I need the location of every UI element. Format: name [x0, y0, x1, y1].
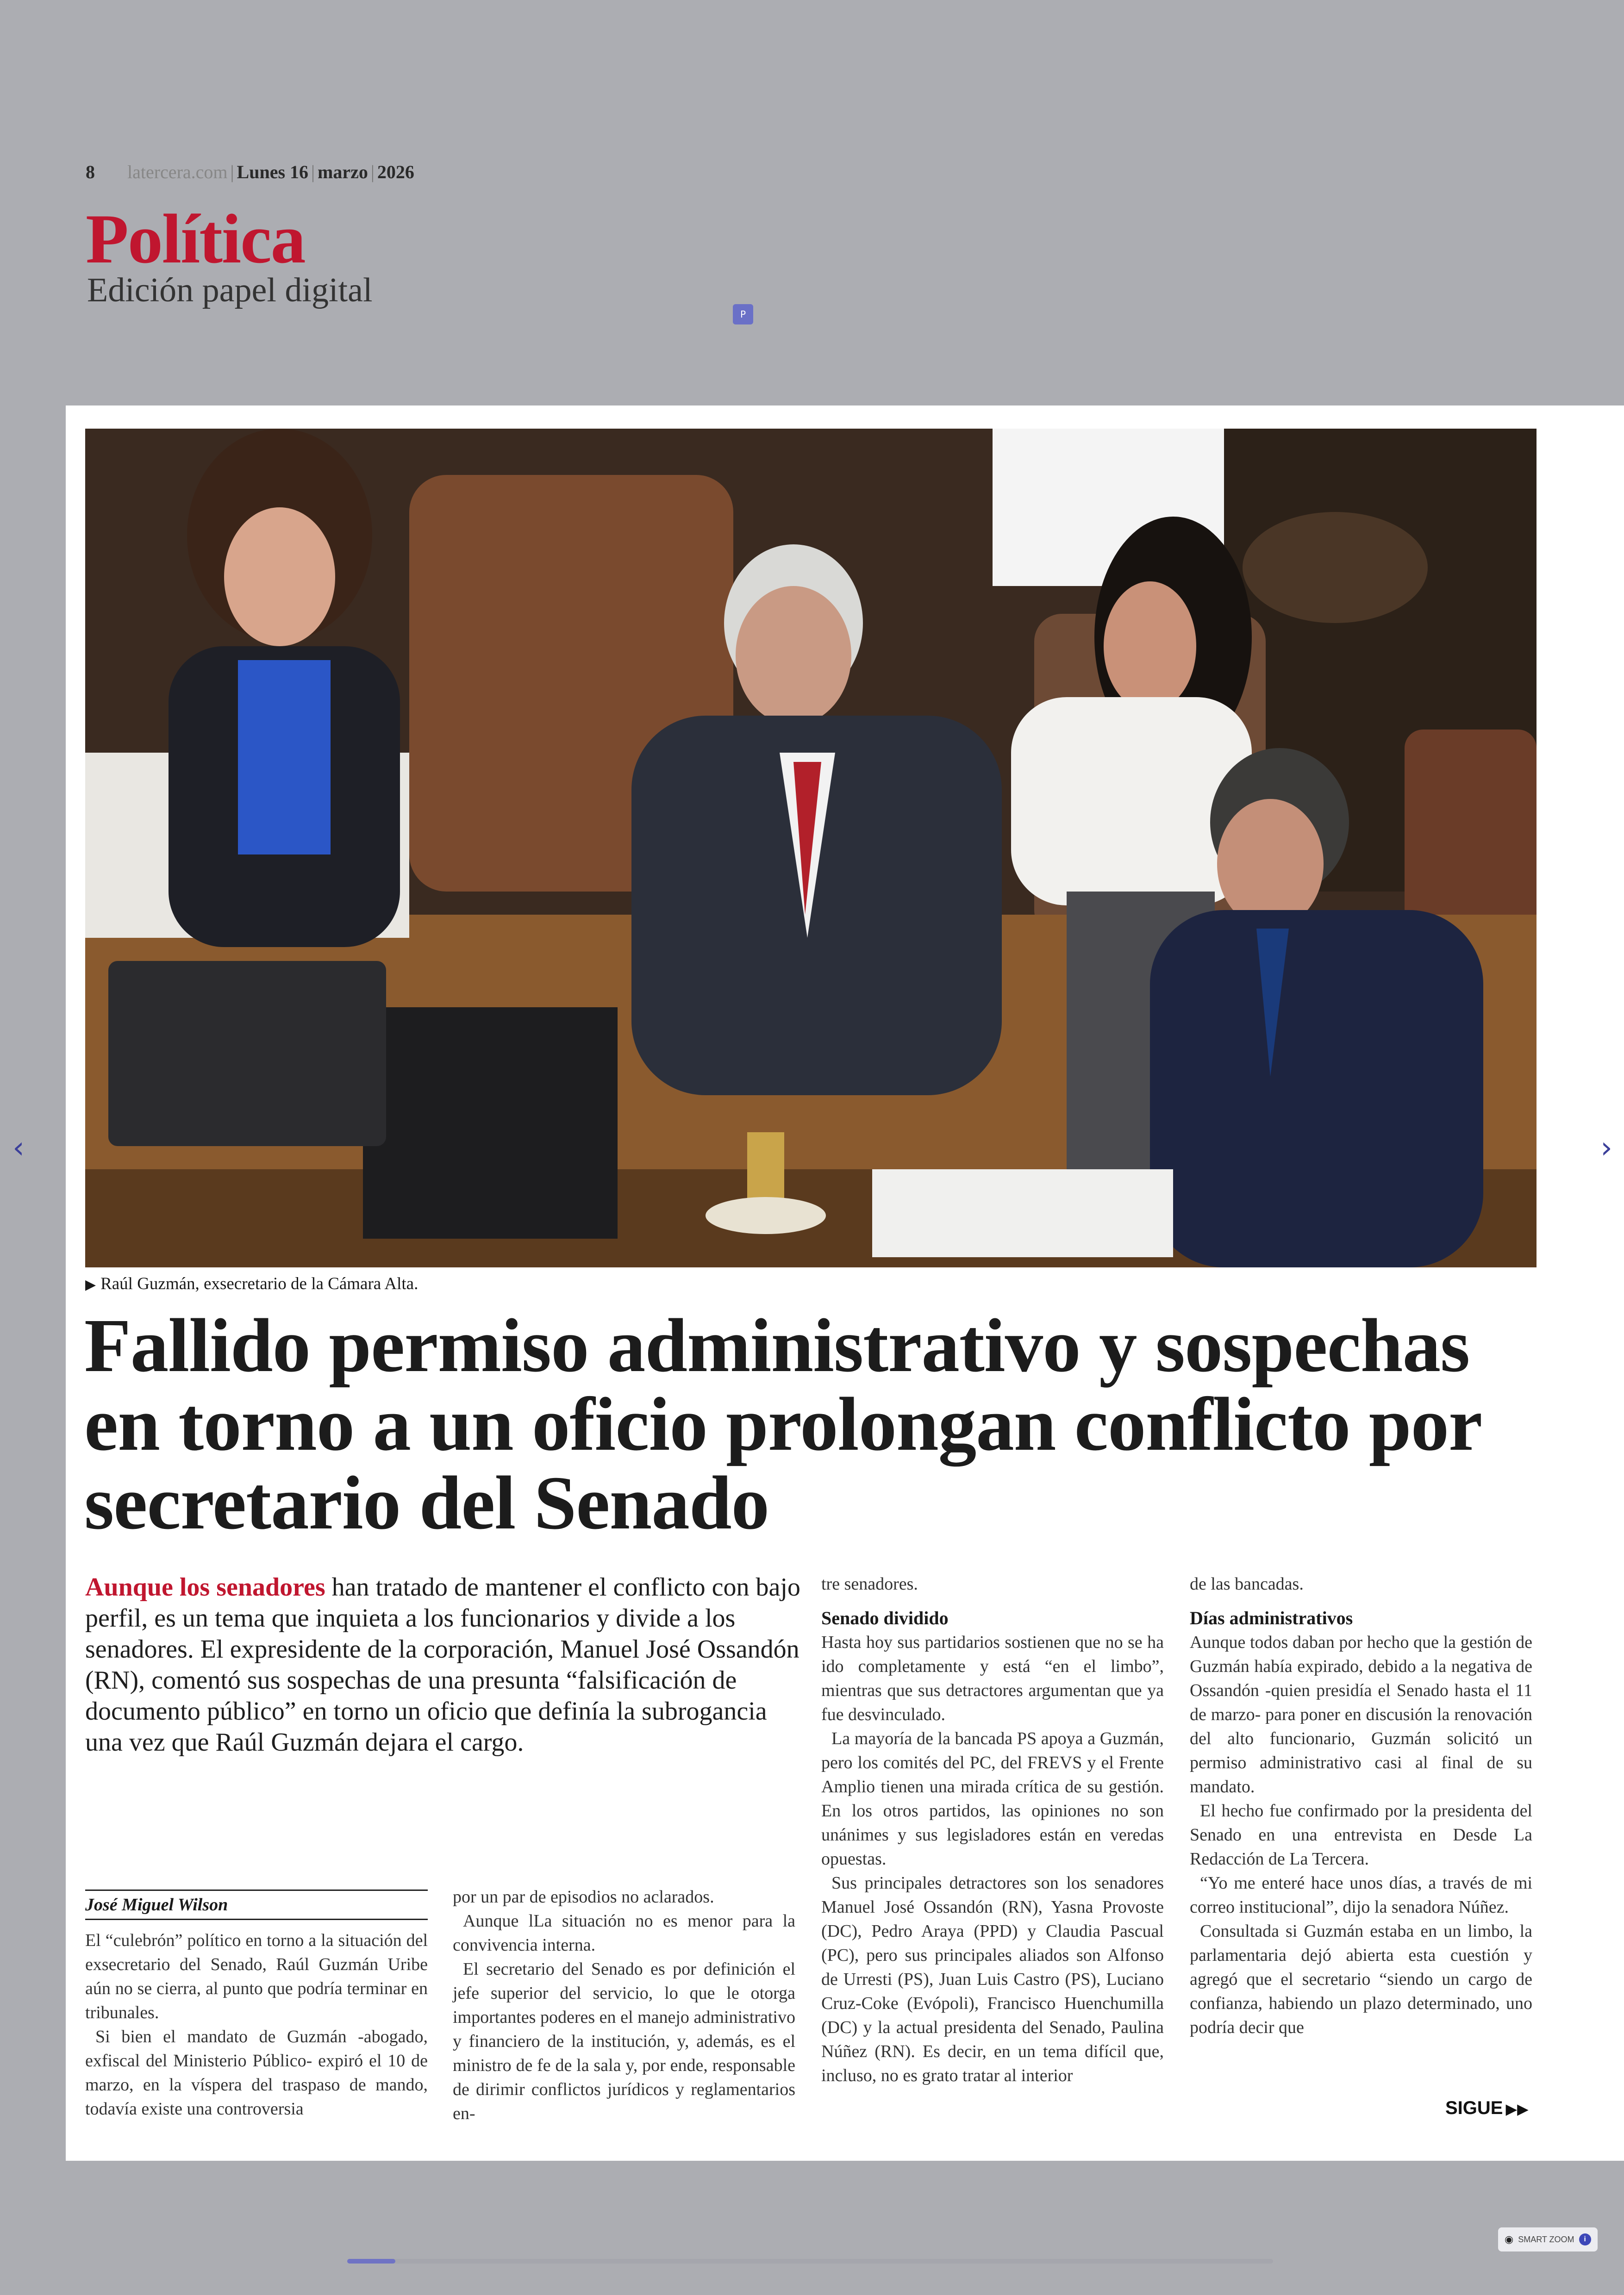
photo-caption: ▶ Raúl Guzmán, exsecretario de la Cámara Alta.: [85, 1274, 418, 1293]
article-column-4: [1190, 1572, 1532, 2039]
newspaper-page: [66, 405, 1624, 2161]
article-lead: [85, 1572, 807, 1758]
article-column-1: [85, 1890, 428, 2121]
paragraph: tre senadores.: [821, 1574, 918, 1594]
article-column-2: [453, 1885, 795, 2126]
eye-icon: ◉: [1505, 2233, 1514, 2245]
info-icon[interactable]: i: [1579, 2233, 1591, 2245]
previous-page-button[interactable]: [5, 1129, 32, 1166]
paragraph: Si bien el mandato de Guzmán -abogado, exfiscal del Ministerio Público- expiró el 10 de marzo, en la víspera del traspaso de mando, todavía existe una controversia: [85, 2027, 428, 2119]
continue-arrow-icon: ▶▶: [1505, 2100, 1529, 2118]
paragraph: Aunque lLa situación no es menor para la convivencia interna.: [453, 1911, 795, 1955]
section-subtitle: Edición papel digital: [87, 271, 373, 309]
page-header-line: 8 latercera.com | Lunes 16 | marzo | 2026: [86, 162, 414, 182]
author-byline: José Miguel Wilson: [85, 1890, 428, 1920]
paragraph: “Yo me enteré hace unos días, a través de mi correo institucional”, dijo la senadora Núñez.: [1190, 1873, 1532, 1917]
chevron-right-icon: ›: [1600, 1131, 1612, 1165]
paragraph: La mayoría de la bancada PS apoya a Guzmán, pero los comités del PC, del FREVS y el Frente Amplio tienen una mirada crítica de su gestión. En los otros partidos, las opiniones no son unánimes y sus legisladores están en veredas opuestas.: [821, 1729, 1164, 1869]
page-progress-slider[interactable]: [347, 2259, 1273, 2264]
date-year: 2026: [377, 162, 414, 182]
site-name: latercera.com: [127, 162, 228, 182]
date-month: marzo: [318, 162, 368, 182]
caption-arrow-icon: ▶: [85, 1277, 96, 1293]
continue-marker: SIGUE ▶▶: [1445, 2098, 1529, 2118]
lead-text: han tratado de mantener el conflicto con bajo perfil, es un tema que inquieta a los funcionarios y divide a los senadores. El expresidente de la corporación, Manuel José Ossandón (RN), comentó sus sospechas de una presunta “falsificación de documento público” en torno un oficio que definía la subrogancia una vez que Raúl Guzmán dejara el cargo.: [85, 1573, 800, 1757]
subheading-senado-dividido: Senado dividido: [821, 1608, 949, 1628]
article-photo: [85, 429, 1537, 1267]
section-title: Política: [86, 200, 305, 278]
subheading-dias-administrativos: Días administrativos: [1190, 1608, 1353, 1628]
paragraph: Hasta hoy sus partidarios sostienen que no se ha ido completamente y está “en el limbo”, mientras que sus detractores argumentan que ya fue desvinculado.: [821, 1633, 1164, 1724]
paragraph: de las bancadas.: [1190, 1574, 1304, 1594]
lead-highlight: Aunque los senadores: [85, 1573, 325, 1602]
chevron-left-icon: ‹: [12, 1131, 25, 1165]
page-progress-fill: [347, 2259, 395, 2264]
paragraph: por un par de episodios no aclarados.: [453, 1887, 714, 1907]
paragraph: El secretario del Senado es por definición el jefe superior del servicio, lo que le otorga importantes poderes en el manejo administrativo y financiero de la institución, y, además, es el ministro de fe de la sala y, por ende, responsable de dirimir conflictos jurídicos y reglamentarios en-: [453, 1959, 795, 2123]
paragraph: Consultada si Guzmán estaba en un limbo, la parlamentaria dejó abierta esta cuestión y agregó que el secretario “siendo un cargo de confianza, habiendo un plazo determinado, uno podría decir que: [1190, 1921, 1532, 2037]
paragraph: Aunque todos daban por hecho que la gestión de Guzmán había expirado, debido a la negativa de Ossandón -quien presidía el Senado hasta el 11 de marzo- para poner en discusión la renovación del alto funcionario, Guzmán solicitó un permiso administrativo casi al final de su mandato.: [1190, 1633, 1532, 1796]
paragraph: El “culebrón” político en torno a la situación del exsecretario del Senado, Raúl Guzmán Uribe aún no se cierra, al punto que podría terminar en tribunales.: [85, 1931, 428, 2022]
smart-zoom-toggle[interactable]: [1498, 2227, 1598, 2251]
floating-page-badge[interactable]: P: [733, 304, 753, 324]
senate-photo-illustration: [85, 429, 1537, 1267]
page-number: 8: [86, 162, 95, 182]
smart-zoom-label: SMART ZOOM: [1518, 2234, 1574, 2244]
article-headline: Fallido permiso administrativo y sospechas en torno a un oficio prolongan conflicto por secretario del Senado: [84, 1303, 1481, 1545]
next-page-button[interactable]: [1593, 1129, 1620, 1166]
date-day: Lunes 16: [237, 162, 309, 182]
article-column-3: [821, 1572, 1164, 2088]
paragraph: Sus principales detractores son los senadores Manuel José Ossandón (RN), Yasna Provoste (DC), Pedro Araya (PPD) y Claudia Pascual (PC), pero sus principales aliados son Alfonso de Urresti (PS), Juan Luis Castro (PS), Luciano Cruz-Coke (Evópoli), Francisco Huenchumilla (DC) y la actual presidenta del Senado, Paulina Núñez (RN). Es decir, en un tema difícil que, incluso, no es grato tratar al interior: [821, 1873, 1164, 2085]
paragraph: El hecho fue confirmado por la presidenta del Senado en una entrevista en Desde La Redacción de La Tercera.: [1190, 1801, 1532, 1869]
